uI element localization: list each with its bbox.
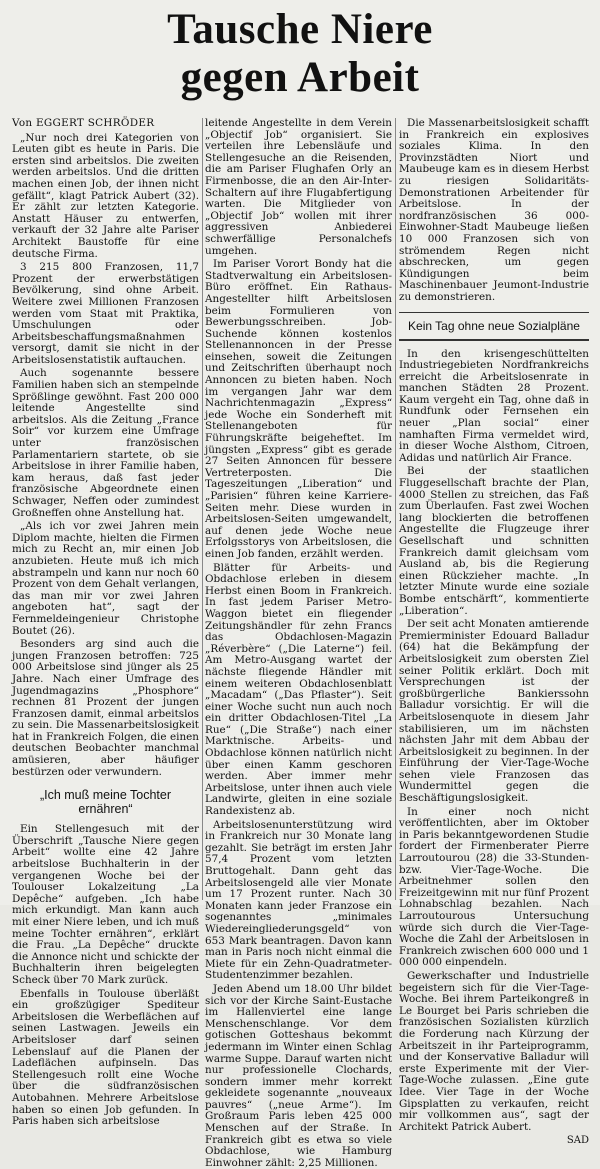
- paragraph: „Nur noch drei Kategorien von Leuten gibt es heute in Paris. Die ersten sind arbeitslos. Die zweiten werden arbeitslos. Und die dritten machen einen Job, der ihnen nicht gefällt“, klagt Patrick Aubert (32). Er zählt zur letzten Kategorie. Anstatt Häuser zu entwerfen, verkauft der 32 Jahre alte Pariser Architekt Baustoffe für eine deutsche Firma.: [12, 131, 199, 260]
- column-3: [399, 117, 589, 1147]
- paragraph: 3 215 800 Franzosen, 11,7 Prozent der erwerbstätigen Bevölkerung, sind ohne Arbeit. Weitere zwei Millionen Franzosen werden vom Staat mit Praktika, Umschulungen oder Arbeitsbeschaffungsmaßnahmen versorgt, damit sie nicht in der Arbeitslosenstatistik auftauchen.: [12, 261, 199, 366]
- headline: Tausche Niere gegen Arbeit: [167, 6, 433, 101]
- column-1: [12, 117, 199, 1128]
- paragraph: Besonders arg sind auch die jungen Franzosen betroffen: 725 000 Arbeitslose sind jünger als 25 Jahre. Nach einer Umfrage des Jugendmagazins „Phosphore“ rechnen 81 Prozent der jungen Franzosen damit, einmal arbeitslos zu sein. Die Massenarbeitslosigkeit hat in Frankreich Folgen, die einen deutschen Beobachter manchmal amüsieren, aber häufiger bestürzen oder verwundern.: [12, 638, 199, 778]
- paragraph: leitende Angestellte in dem Verein „Objectif Job“ organisiert. Sie verteilen ihre Lebensläufe und Stellengesuche an die Reisenden, die am Pariser Flughafen Orly an Firmenbosse, die an den Air-Inter-Schaltern auf ihre Flugabfertigung warten. Die Mitglieder von „Objectif Job“ wollen mit ihrer aggressiven Anbiederei schwerfällige Personalchefs umgehen.: [205, 117, 392, 257]
- column-rule: [395, 118, 396, 900]
- paragraph: Ein Stellengesuch mit der Überschrift „Tausche Niere gegen Arbeit“ wollte eine 42 Jahre arbeitslose Buchhalterin in der vergangenen Woche bei der Toulouser Lokalzeitung „La Depêche“ aufgeben. „Ich habe mich erkundigt. Man kann auch mit einer Niere leben, und ich muß meine Tochter ernähren“, erklärt die Frau. „La Depêche“ druckte die Annonce nicht und schickte der Buchhalterin ihren beigelegten Scheck über 70 Mark zurück.: [12, 823, 199, 986]
- paragraph: Die Massenarbeitslosigkeit schafft in Frankreich ein explosives soziales Klima. In den Provinzstädten Niort und Maubeuge kam es in diesem Herbst zu riesigen Solidaritäts-Demonstrationen Arbeitender für Arbeitslose. In der nordfranzösischen 36 000-Einwohner-Stadt Maubeuge ließen 10 000 Franzosen sich von strömendem Regen nicht abschrecken, um gegen Kündigungen beim Maschinenbauer Jeumont-Industrie zu demonstrieren.: [399, 117, 589, 303]
- paragraph: Blätter für Arbeits- und Obdachlose erleben in diesem Herbst einen Boom in Frankreich. In fast jedem Pariser Metro-Waggon bietet ein fliegender Zeitungshändler für zehn Francs das Obdachlosen-Magazin „Réverbère“ („Die Laterne“) feil. Am Metro-Ausgang wartet der nächste fliegende Händler mit einem weiteren Obdachlosenblatt „Macadam“ („Das Pflaster“). Seit einer Woche sucht nun auch noch ein dritter Obdachlosen-Titel „La Rue“ („Die Straße“) nach einer Marktnische. Arbeits- und Obdachlose können natürlich nicht über einen Kamm geschoren werden. Aber immer mehr Arbeitslose, unter ihnen auch viele Landwirte, gleiten in eine soziale Randexistenz ab.: [205, 561, 392, 818]
- author-signature: SAD: [566, 1135, 589, 1147]
- column-rule: [202, 118, 203, 900]
- paragraph: Im Pariser Vorort Bondy hat die Stadtverwaltung ein Arbeitslosen-Büro eröffnet. Ein Rathaus-Angestellter hilft Arbeitslosen beim Formulieren von Bewerbungsschreiben. Job-Suchende können kostenlos Stellenannoncen in der Presse einsehen, soweit die Zeitungen und Zeitschriften überhaupt noch Annoncen zu bieten haben. Noch im vergangen Jahr war dem Nachrichtenmagazin „Express“ jede Woche ein Sonderheft mit Stellenangeboten für Führungskräfte beigeheftet. Im jüngsten „Express“ gibt es gerade 27 Seiten Annoncen für bessere Vertreterposten. Die Tageszeitungen „Liberation“ und „Parisien“ führen keine Karriere-Seiten mehr. Diese wurden in Arbeitslosen-Seiten umgewandelt, auf denen jede Woche neue Erfolgsstorys von Arbeitslosen, die einen Job fanden, erzählt werden.: [205, 258, 392, 560]
- byline: Von EGGERT SCHRÖDER: [12, 117, 155, 129]
- paragraph: Gewerkschafter und Industrielle begeistern sich für die Vier-Tage-Woche. Bei ihrem Parteikongreß in Le Bourget bei Paris schrieben die französischen Sozialisten kürzlich die Forderung nach Kürzung der Arbeitszeit in ihr Parteiprogramm, und der Konservative Balladur will erste Experimente mit der Vier-Tage-Woche zulassen. „Eine gute Idee. Vier Tage in der Woche Gipsplatten zu verkaufen, reicht mir vollkommen aus“, sagt der Architekt Patrick Aubert.: [399, 969, 589, 1133]
- paragraph: In einer noch nicht veröffentlichten, aber im Oktober in Paris bekanntgewordenen Studie fordert der Firmenberater Pierre Larroutourou (28) die 33-Stunden- bzw. Vier-Tage-Woche. Die Arbeitnehmer sollen den Freizeitgewinn mit nur fünf Prozent Lohnabschlag bezahlen. Nach Larroutourous Untersuchung würde sich durch die Vier-Tage-Woche die Zahl der Arbeitslosen in Frankreich zwischen 600 000 und 1 000 000 einpendeln.: [399, 805, 589, 969]
- paragraph: Der seit acht Monaten amtierende Premierminister Edouard Balladur (64) hat die Bekämpfung der Arbeitslosigkeit zum obersten Ziel seiner Politik erklärt. Doch mit Versprechungen ist der großbürgerliche Bankierssohn Balladur vorsichtig. Er will die Arbeitslosenquote in diesem Jahr stabilisieren, um im nächsten nächsten Jahr mit dem Abbau der Arbeitslosigkeit zu beginnen. In der Einführung der Vier-Tage-Woche sehen viele Franzosen das Wundermittel gegen die Beschäftigungslosigkeit.: [399, 618, 589, 805]
- paragraph: Arbeitslosenunterstützung wird in Frankreich nur 30 Monate lang gezahlt. Sie beträgt im ersten Jahr 57,4 Prozent vom letzten Bruttogehalt. Dann geht das Arbeitslosengeld alle vier Monate um 17 Prozent runter. Nach 30 Monaten kann jeder Franzose ein sogenanntes „minimales Wiedereingliederungsgeld“ von 653 Mark beantragen. Davon kann man in Paris noch nicht einmal die Miete für ein Zehn-Quadratmeter-Studentenzimmer bezahlen.: [205, 818, 392, 982]
- paragraph: Jeden Abend um 18.00 Uhr bildet sich vor der Kirche Saint-Eustache im Hallenviertel eine lange Menschenschlange. Vor dem gotischen Gotteshaus bekommt jedermann im Winter einen Schlag warme Suppe. Darauf warten nicht nur professionelle Clochards, sondern immer mehr korrekt gekleidete sogenannte „nouveaux pauvres“ („neue Arme“). Im Großraum Paris leben 425 000 Menschen auf der Straße. In Frankreich gibt es etwa so viele Obdachlose, wie Hamburg Einwohner zählt: 2,25 Millionen.: [205, 982, 392, 1169]
- paragraph: „Als ich vor zwei Jahren mein Diplom machte, hielten die Firmen mich zu Recht an, mir einen Job anzubieten. Heute muß ich mich abstrampeln und kann nur noch 60 Prozent von dem Gehalt verlangen, das man mir vor zwei Jahren angeboten hat“, sagt der Fernmeldeingenieur Christophe Boutet (26).: [12, 520, 199, 637]
- subheading: Kein Tag ohne neue Sozialpläne: [399, 312, 589, 341]
- subheading: „Ich muß meine Tochter ernähren“: [39, 788, 172, 817]
- paragraph: In den krisengeschüttelten Industriegebieten Nordfrankreichs erreicht die Arbeitslosenrate in manchen Städten 28 Prozent. Kaum vergeht ein Tag, ohne daß in Rundfunk oder Fernsehen ein neuer „Plan social“ einer namhaften Firma vermeldet wird, in dieser Woche Alsthom, Citroen, Adidas und natürlich Air France.: [399, 347, 589, 464]
- paragraph: Bei der staatlichen Fluggesellschaft brachte der Plan, 4000 Stellen zu streichen, das Faß zum Überlaufen. Fast zwei Wochen lang blockierten die betroffenen Angestellte die Flugzeuge ihrer Gesellschaft und schnitten Frankreich damit gleichsam vom Ausland ab, bis die Regierung einen Rückzieher machte. „In letzter Minute wurde eine soziale Bombe entschärft“, kommentierte „Liberation“.: [399, 465, 589, 617]
- paragraph: Ebenfalls in Toulouse überläßt ein großzügiger Spediteur Arbeitslosen die Werbeflächen auf seinen Lastwagen. Jeweils ein Arbeitsloser darf seinen Lebenslauf auf die Planen der Ladeflächen aufpinseln. Das Stellengesuch rollt eine Woche über die südfranzösischen Autobahnen. Mehrere Arbeitslose haben so einen Job gefunden. In Paris haben sich arbeitslose: [12, 987, 199, 1128]
- column-2: [205, 117, 392, 1169]
- paragraph: Auch sogenannte bessere Familien haben sich an stempelnde Sprößlinge gewöhnt. Fast 200 000 leitende Angestellte sind arbeitslos. Als die Zeitung „France Soir“ vor kurzem eine Umfrage unter französischen Parlamentariern startete, ob sie Arbeitslose in ihrer Familie haben, kam heraus, daß fast jeder französische Abgeordnete einen Schwager, Neffen oder zumindest Großneffen ohne Anstellung hat.: [12, 367, 199, 519]
